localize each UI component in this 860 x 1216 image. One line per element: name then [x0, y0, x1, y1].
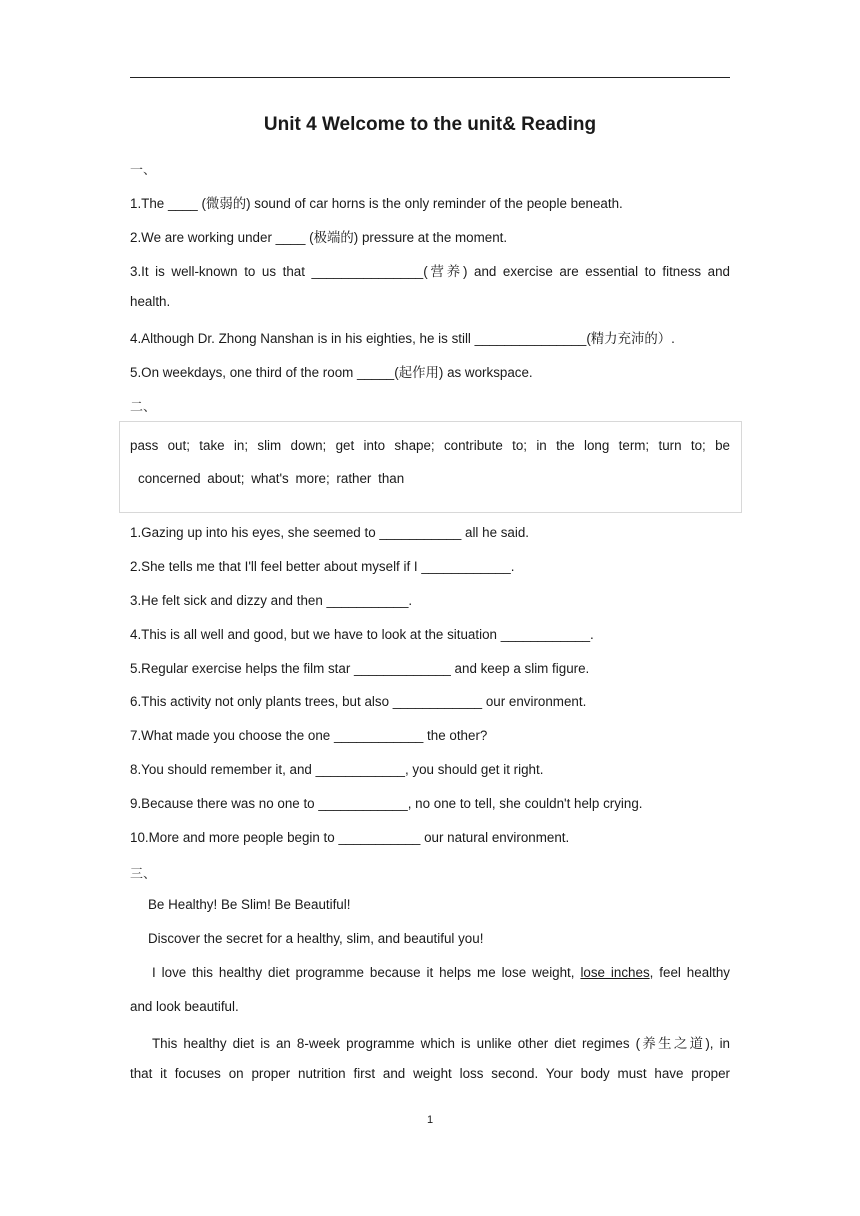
word-bank-line-2: concerned about; what's more; rather than	[138, 471, 405, 486]
section-1-heading: 一、	[130, 163, 157, 178]
passage-p2-line1: This healthy diet is an 8-week programme which is unlike other diet regimes (养生之道), in	[152, 1036, 730, 1051]
s2-item-1: 1.Gazing up into his eyes, she seemed to ___________ all he said.	[130, 525, 530, 540]
word-bank-box	[119, 421, 742, 513]
header-rule	[130, 77, 730, 78]
p1-text-b: , feel healthy	[649, 965, 730, 980]
s2-item-2: 2.She tells me that I'll feel better about myself if I ____________.	[130, 559, 515, 574]
passage-p1-line2: and look beautiful.	[130, 999, 239, 1014]
s2-item-3: 3.He felt sick and dizzy and then ___________.	[130, 593, 413, 608]
s1-item-5: 5.On weekdays, one third of the room _____(起作用) as workspace.	[130, 365, 533, 380]
page-title: Unit 4 Welcome to the unit& Reading	[263, 114, 597, 135]
passage-headline: Be Healthy! Be Slim! Be Beautiful!	[148, 897, 351, 912]
s1-item-4: 4.Although Dr. Zhong Nanshan is in his eighties, he is still _______________(精力充沛的）.	[130, 331, 675, 346]
s2-item-5: 5.Regular exercise helps the film star _____________ and keep a slim figure.	[130, 661, 590, 676]
p1-underlined-phrase: lose inches	[580, 965, 650, 980]
s2-item-7: 7.What made you choose the one ____________ the other?	[130, 728, 488, 743]
s1-item-2: 2.We are working under ____ (极端的) pressure at the moment.	[130, 230, 508, 245]
p1-text-a: I love this healthy diet programme because it helps me lose weight,	[152, 965, 581, 980]
passage-p1-line1	[152, 965, 730, 980]
s2-item-10: 10.More and more people begin to ___________ our natural environment.	[130, 830, 570, 845]
s2-item-4: 4.This is all well and good, but we have to look at the situation ____________.	[130, 627, 594, 642]
page-number: 1	[426, 1114, 434, 1126]
passage-subheadline: Discover the secret for a healthy, slim, and beautiful you!	[148, 931, 484, 946]
s2-item-8: 8.You should remember it, and ____________, you should get it right.	[130, 762, 544, 777]
passage-p2-line2: that it focuses on proper nutrition first and weight loss second. Your body must have proper	[130, 1066, 730, 1081]
section-3-heading: 三、	[130, 867, 157, 882]
s2-item-6: 6.This activity not only plants trees, but also ____________ our environment.	[130, 694, 587, 709]
word-bank-line-1: pass out; take in; slim down; get into shape; contribute to; in the long term; turn to; be	[130, 438, 730, 453]
s1-item-1: 1.The ____ (微弱的) sound of car horns is the only reminder of the people beneath.	[130, 196, 623, 211]
section-2-heading: 二、	[130, 400, 157, 415]
s2-item-9: 9.Because there was no one to ____________, no one to tell, she couldn't help crying.	[130, 796, 643, 811]
s1-item-3-cont: health.	[130, 294, 171, 309]
s1-item-3: 3.It is well-known to us that _______________(营养) and exercise are essential to fitness and	[130, 264, 730, 279]
